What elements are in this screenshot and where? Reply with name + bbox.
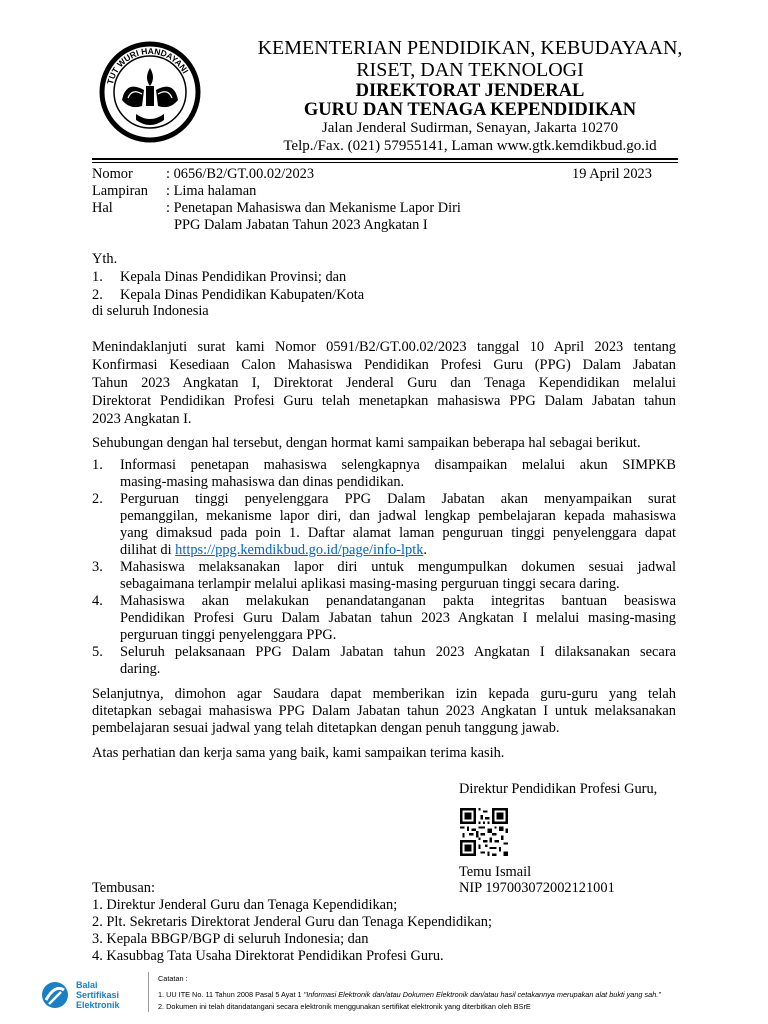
bsre-logo-icon [40,980,70,1010]
bsre-line2: Sertifikasi [76,990,120,1000]
tembusan-item: 1. Direktur Jenderal Guru dan Tenaga Kependidikan; [92,897,398,913]
item-5-line: Seluruh pelaksanaan PPG Dalam Jabatan tahun 2023 Angkatan I dilaksanakan secara [120,644,676,660]
recipient-2: Kepala Dinas Pendidikan Kabupaten/Kota [120,287,365,303]
paragraph-1-line: 2023 Angkatan I. [92,411,192,427]
paragraph-1-line: Menindaklanjuti surat kami Nomor 0591/B2/GT.00.02/2023 tanggal 10 April 2023 tentang [92,339,676,355]
letter-date: 19 April 2023 [572,166,652,182]
item-4-number: 4. [92,593,103,609]
lampiran-value: : Lima halaman [166,183,257,199]
item-2-line: pemanggilan, mekanisme lapor diri, dan jadwal lengkap pembelajaran kepada mahasiswa [120,508,676,524]
item-1-number: 1. [92,457,103,473]
item-3-line: sebagaimana terlampir melalui aplikasi masing-masing perguruan tinggi secara daring. [120,576,620,592]
item-4-line: perguruan tinggi penyelenggara PPG. [120,627,337,643]
header-rule-thin [92,162,678,163]
signature-qr-code [460,808,508,856]
recipient-1-number: 1. [92,269,103,285]
note-1-prefix: 1. UU ITE No. 11 Tahun 2008 Pasal 5 Ayat 1 [158,990,304,999]
paragraph-3-line: Selanjutnya, dimohon agar Saudara dapat memberikan izin kepada guru-guru yang telah [92,686,676,702]
paragraph-3-line: ditetapkan sebagai mahasiswa PPG Dalam Jabatan tahun 2023 Angkatan I untuk melaksanakan [92,703,676,719]
catatan-note-2: 2. Dokumen ini telah ditandatangani secara elektronik menggunakan sertifikat elektronik yang diterbitkan oleh BSrE [158,1002,531,1011]
catatan-label: Catatan : [158,974,188,983]
item-2-line: Perguruan tinggi penyelenggara PPG Dalam Jabatan akan menyampaikan surat [120,491,676,507]
item-4-line: Pendidikan Profesi Guru Dalam Jabatan tahun 2023 Angkatan I melalui masing-masing [120,610,676,626]
bsre-line3: Elektronik [76,1000,120,1010]
item-2-number: 2. [92,491,103,507]
nomor-value: : 0656/B2/GT.00.02/2023 [166,166,315,182]
item-2-link-suffix: . [423,542,427,558]
bsre-name [76,980,120,1010]
paragraph-1-line: Direktorat Pendidikan Profesi Guru telah menetapkan mahasiswa PPG Dalam Jabatan tahun [92,393,676,409]
item-2-link-prefix: dilihat di [120,542,176,558]
item-1-line: Informasi penetapan mahasiswa selengkapnya disampaikan melalui akun SIMPKB [120,457,676,473]
item-3-line: Mahasiswa melaksanakan lapor diri untuk mengumpulkan dokumen sesuai jadwal [120,559,676,575]
recipient-salutation: Yth. [92,251,118,267]
item-2-last-line [120,541,427,559]
item-1-line: masing-masing mahasiswa dan dinas pendidikan. [120,474,405,490]
hal-label: Hal [92,200,113,216]
tut-wuri-handayani-logo [92,40,208,144]
paragraph-1-line: Tahun 2023 Angkatan I, Direktorat Jenderal Guru dan Tenaga Kependidikan melalui [92,375,676,391]
catatan-note-1 [158,990,661,1000]
item-5-number: 5. [92,644,103,660]
lptk-info-link[interactable]: https://ppg.kemdikbud.go.id/page/info-lptk [175,542,424,558]
tembusan-label: Tembusan: [92,880,155,896]
tembusan-item: 3. Kepala BBGP/BGP di seluruh Indonesia; dan [92,931,369,947]
nomor-label: Nomor [92,166,133,182]
item-3-number: 3. [92,559,103,575]
item-2-line: yang dimaksud pada poin 1. Daftar alamat laman penguruan tinggi penyelenggara dapat [120,525,676,541]
recipient-1: Kepala Dinas Pendidikan Provinsi; dan [120,269,347,285]
header-rule-thick [92,158,678,160]
closing-paragraph: Atas perhatian dan kerja sama yang baik, kami sampaikan terima kasih. [92,745,505,761]
signatory-title: Direktur Pendidikan Profesi Guru, [459,781,658,797]
ministry-name-line2: RISET, DAN TEKNOLOGI [356,59,584,81]
ministry-name-line1: KEMENTERIAN PENDIDIKAN, KEBUDAYAAN, [257,37,683,59]
tembusan-item: 4. Kasubbag Tata Usaha Direktorat Pendidikan Profesi Guru. [92,948,444,964]
footer-divider [148,972,149,1012]
signatory-name: Temu Ismail [459,864,532,880]
svg-text:TUT WURI HANDAYANI: TUT WURI HANDAYANI [104,45,191,86]
recipient-2-number: 2. [92,287,103,303]
tembusan-item: 2. Plt. Sekretaris Direktorat Jenderal Guru dan Tenaga Kependidikan; [92,914,492,930]
hal-value-line1: : Penetapan Mahasiswa dan Mekanisme Lapor Diri [166,200,461,216]
note-1-quote: "Informasi Elektronik dan/atau Dokumen Elektronik dan/atau hasil cetakannya merupakan alat bukti yang sah." [303,990,661,999]
item-4-line: Mahasiswa akan melakukan penandatanganan pakta integritas bantuan beasiswa [120,593,676,609]
office-contact: Telp./Fax. (021) 57955141, Laman www.gtk.kemdikbud.go.id [283,138,657,154]
directorate-line1: DIREKTORAT JENDERAL [355,81,585,101]
item-5-line: daring. [120,661,161,677]
signatory-nip: NIP 197003072002121001 [459,880,615,896]
paragraph-2: Sehubungan dengan hal tersebut, dengan hormat kami sampaikan beberapa hal sebagai berikut. [92,435,641,451]
paragraph-1-line: Konfirmasi Kesediaan Calon Mahasiswa Pendidikan Profesi Guru (PPG) Dalam Jabatan [92,357,676,373]
lampiran-label: Lampiran [92,183,148,199]
bsre-line1: Balai [76,980,98,990]
hal-value-line2: PPG Dalam Jabatan Tahun 2023 Angkatan I [174,217,428,233]
directorate-line2: GURU DAN TENAGA KEPENDIDIKAN [303,100,637,120]
paragraph-3-line: pembelajaran sesuai jadwal yang telah ditetapkan dengan penuh tanggung jawab. [92,720,560,736]
recipient-location: di seluruh Indonesia [92,303,209,319]
office-address: Jalan Jenderal Sudirman, Senayan, Jakarta 10270 [321,120,619,136]
